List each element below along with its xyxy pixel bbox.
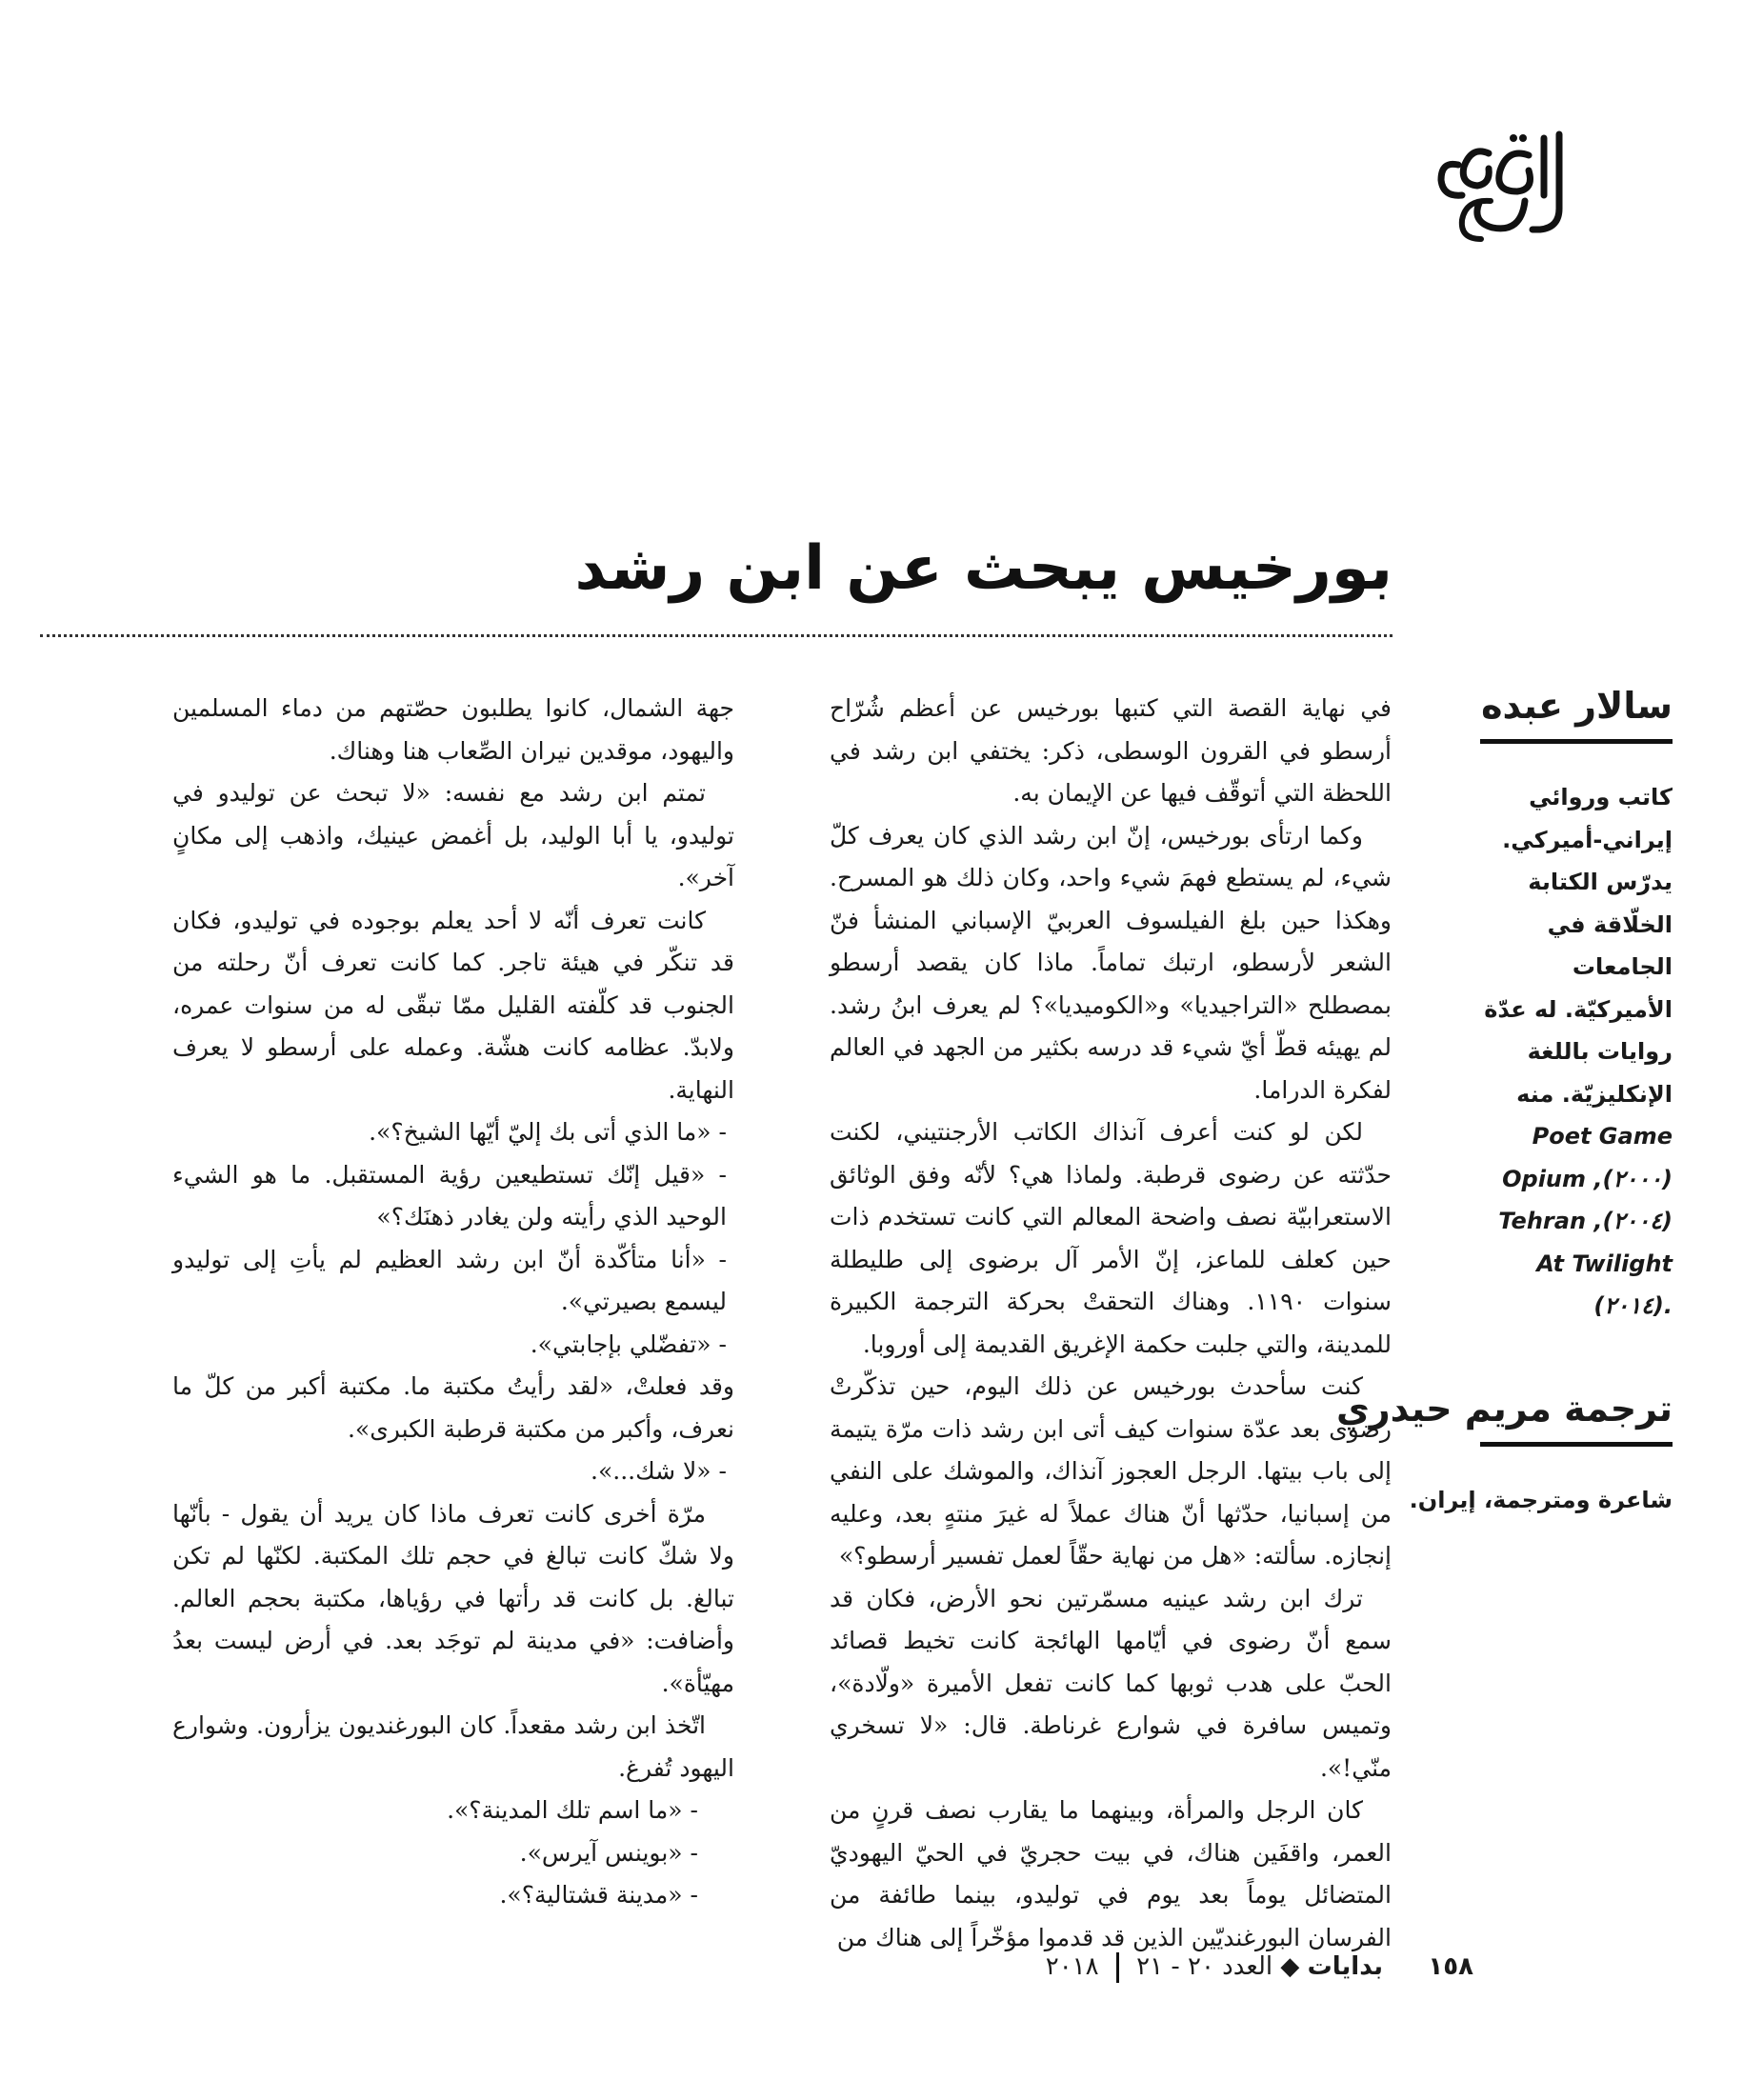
translator-name-rule bbox=[1480, 1442, 1673, 1447]
paragraph: اتّخذ ابن رشد مقعداً. كان البورغنديون يزأرون. وشوارع اليهود تُفرغ. bbox=[172, 1711, 734, 1782]
paragraph: تمتم ابن رشد مع نفسه: «لا تبحث عن توليدو في توليدو، يا أبا الوليد، بل أغمض عينيك، واذهب إلى مكانٍ آخر». bbox=[172, 779, 734, 891]
author-bio-line: يدرّس الكتابة bbox=[1528, 869, 1673, 895]
author-bio-line: الجامعات bbox=[1572, 953, 1673, 980]
paragraph: جهة الشمال، كانوا يطلبون حصّتهم من دماء المسلمين واليهود، موقدين نيران الصِّعاب هنا وهناك. bbox=[172, 694, 734, 765]
author-bio-line: روايات باللغة bbox=[1527, 1038, 1673, 1065]
logo-svg bbox=[1433, 129, 1576, 243]
calligraphic-logo-icon bbox=[1433, 129, 1576, 243]
dialogue-line: - «قيل إنّك تستطيعين رؤية المستقبل. ما هو الشيء الوحيد الذي رأيته ولن يغادر ذهنَك؟» bbox=[172, 1160, 727, 1230]
author-bio-line: الخلّاقة في bbox=[1547, 910, 1673, 938]
issue-number: العدد ٢٠ - ٢١ bbox=[1136, 1952, 1273, 1981]
dialogue-line: - «بوينس آيرس». bbox=[519, 1838, 698, 1867]
author-bio-line: إيراني-أميركي. bbox=[1502, 826, 1673, 853]
paragraph: في نهاية القصة التي كتبها بورخيس عن أعظم شُرّاح أرسطو في القرون الوسطى، ذكر: يختفي ابن رشد في اللحظة التي أتوقّف فيها عن الإيمان به. bbox=[830, 694, 1392, 807]
body-column-right bbox=[830, 688, 1392, 1959]
dialogue-line: - «لا شك...». bbox=[591, 1457, 727, 1485]
author-bio bbox=[1473, 776, 1673, 1328]
paragraph: وكما ارتأى بورخيس، إنّ ابن رشد الذي كان يعرف كلّ شيء، لم يستطع فهمَ شيء واحد، وكان ذلك هو المسرح. وهكذا حين بلغ الفيلسوف العربيّ الإسباني المنشأ فنّ الشعر لأرسطو، ارتبك تماماً. ماذا كان يقصد أرسطو بمصطلح «التراجيديا» و«الكوميديا»؟ لم يعرف ابنُ رشد. لم يهيئه قطّ أيّ شيء قد درسه بكثير من الجهد في العالم لفكرة الدراما. bbox=[830, 821, 1392, 1104]
paragraph: كانت تعرف أنّه لا أحد يعلم بوجوده في توليدو، فكان قد تنكّر في هيئة تاجر. كما كانت تعرف أنّ رحلته من الجنوب قد كلّفته القليل ممّا تبقّى له من سنوات عمره، ولابدّ. عظامه كانت هشّة. وعمله على أرسطو لا يعرف النهاية. bbox=[172, 906, 734, 1104]
page-number: ١٥٨ bbox=[1428, 1952, 1473, 1981]
author-name: سالار عبده bbox=[1481, 685, 1673, 727]
author-work: Tehran ,(٢٠٠٤) bbox=[1498, 1208, 1673, 1234]
paragraph: كان الرجل والمرأة، وبينهما ما يقارب نصف قرنٍ من العمر، واقفَين هناك، في بيت حجريّ في الحيّ اليهوديّ المتضائل يوماً بعد يوم في توليدو، بينما طائفة من الفرسان البورغنديّين الذين قد قدموا مؤخّراً إلى هناك من bbox=[830, 1796, 1392, 1951]
dialogue-line: - «تفضّلي بإجابتي». bbox=[530, 1330, 727, 1358]
diamond-icon: ◆ bbox=[1280, 1952, 1300, 1981]
author-name-rule bbox=[1480, 739, 1673, 744]
dialogue-line: - «مدينة قشتالية؟». bbox=[499, 1881, 698, 1909]
paragraph: وقد فعلتْ، «لقد رأيتُ مكتبة ما. مكتبة أكبر من كلّ ما نعرف، وأكبر من مكتبة قرطبة الكبرى». bbox=[172, 1372, 734, 1443]
article-title: بورخيس يبحث عن ابن رشد bbox=[574, 533, 1392, 604]
title-divider bbox=[40, 634, 1392, 637]
translator-name: ترجمة مريم حيدري bbox=[1335, 1387, 1673, 1430]
paragraph: كنت سأحدث بورخيس عن ذلك اليوم، حين تذكّرتْ رضوى بعد عدّة سنوات كيف أتى ابن رشد ذات مرّة يتيمة إلى باب بيتها. الرجل العجوز آنذاك، والموشك على النفي من إسبانيا، حدّثها أنّ هناك عملاً له غيرَ منتهٍ بعد، وعليه إنجازه. سألته: «هل من نهاية حقّاً لعمل تفسير أرسطو؟» bbox=[830, 1372, 1392, 1570]
author-work: Opium ,(٢٠٠٠) bbox=[1502, 1165, 1673, 1192]
dialogue-line: - «ما اسم تلك المدينة؟». bbox=[447, 1796, 698, 1824]
translator-bio: شاعرة ومترجمة، إيران. bbox=[1409, 1486, 1673, 1513]
author-bio-line: الإنكليزيّة. منه bbox=[1516, 1080, 1673, 1108]
author-work: Poet Game bbox=[1532, 1123, 1673, 1150]
author-bio-line: كاتب وروائي bbox=[1529, 784, 1673, 810]
author-bio-line: الأميركيّة. له عدّة bbox=[1484, 995, 1673, 1023]
dialogue-line: - «أنا متأكّدة أنّ ابن رشد العظيم لم يأتِ إلى توليدو ليسمع بصيرتي». bbox=[172, 1245, 727, 1315]
issue-info bbox=[1046, 1943, 1383, 1990]
paragraph: مرّة أخرى كانت تعرف ماذا كان يريد أن يقول - بأنّها ولا شكّ كانت تبالغ في حجم تلك المكتبة. لكنّها لم تكن تبالغ. بل كانت قد رأتها في رؤياها، مكتبة بحجم العالم. وأضافت: «في مدينة لم توجَد بعد. في أرض ليست بعدُ مهيّأة». bbox=[172, 1499, 734, 1697]
magazine-name: بدايات bbox=[1307, 1952, 1383, 1981]
body-column-left bbox=[172, 688, 734, 1917]
author-work: (٢٠١٤). bbox=[1593, 1292, 1673, 1319]
footer-separator bbox=[1116, 1952, 1119, 1983]
issue-year: ٢٠١٨ bbox=[1045, 1952, 1099, 1981]
page-footer bbox=[750, 1943, 1473, 1990]
dialogue-line: - «ما الذي أتى بك إليّ أيّها الشيخ؟». bbox=[369, 1118, 727, 1146]
author-sidebar bbox=[1335, 680, 1673, 1519]
paragraph: لكن لو كنت أعرف آنذاك الكاتب الأرجنتيني، لكنت حدّثته عن رضوى قرطبة. ولماذا هي؟ لأنّه وفق الوثائق الاستعرابيّة نصف واضحة المعالم التي كانت تستخدم ذات حين كعلف للماعز، إنّ الأمر آل برضوى إلى طليطلة سنوات ١١٩٠. وهناك التحقتْ بحركة الترجمة الكبيرة للمدينة، والتي جلبت حكمة الإغريق القديمة إلى أوروبا. bbox=[830, 1118, 1392, 1358]
paragraph: ترك ابن رشد عينيه مسمّرتين نحو الأرض، فكان قد سمع أنّ رضوى في أيّامها الهائجة كانت تخيط قصائد الحبّ على هدب ثوبها كما كانت تفعل الأميرة «ولّادة»، وتميس سافرة في شوارع غرناطة. قال: «لا تسخري منّي!». bbox=[830, 1584, 1392, 1782]
author-work: At Twilight bbox=[1536, 1250, 1673, 1277]
